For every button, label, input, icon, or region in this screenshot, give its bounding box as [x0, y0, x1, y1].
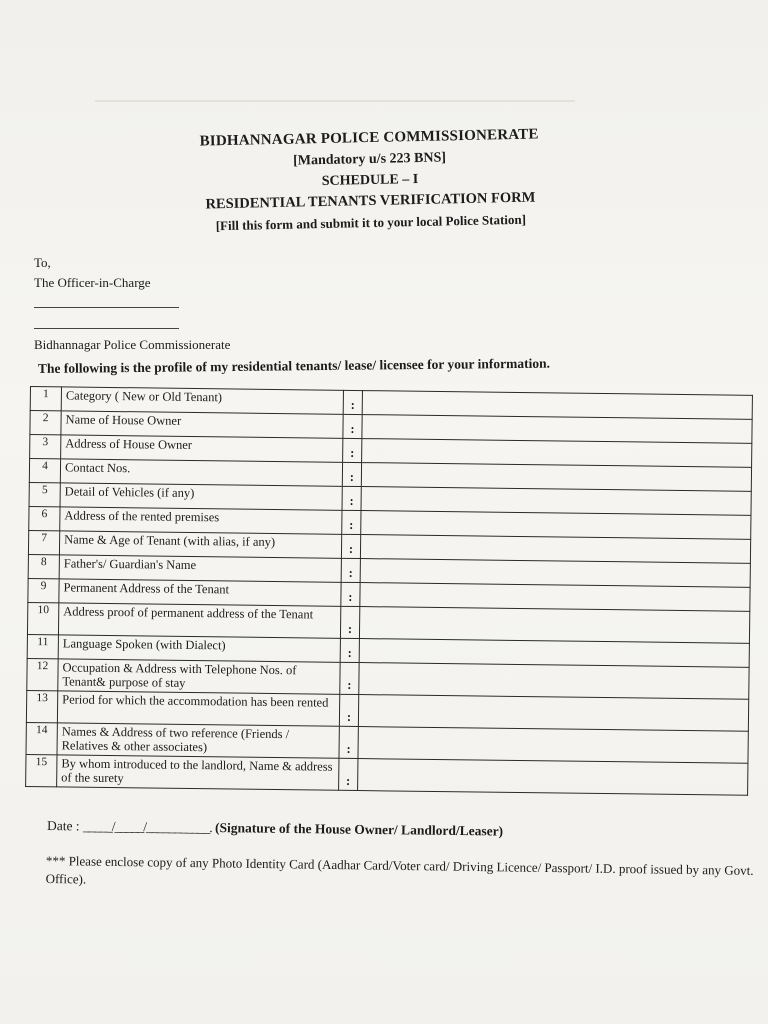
row-colon: : — [340, 662, 359, 694]
row-label: Category ( New or Old Tenant) — [61, 387, 343, 414]
row-value-field[interactable] — [358, 727, 748, 764]
row-number: 3 — [30, 435, 61, 459]
row-number: 7 — [28, 530, 59, 554]
date-field[interactable]: _____/_____/___________. — [82, 818, 212, 836]
row-colon: : — [339, 726, 358, 758]
date-label: Date : — [46, 818, 80, 834]
row-colon: : — [340, 638, 359, 662]
date-signature-line — [47, 818, 503, 840]
row-colon: : — [341, 582, 360, 606]
row-label: Occupation & Address with Telephone Nos. of Tenant& purpose of stay — [58, 659, 340, 694]
row-number: 14 — [26, 722, 57, 754]
row-colon: : — [342, 510, 361, 534]
row-label: Address proof of permanent address of the Tenant — [58, 603, 340, 638]
row-number: 6 — [29, 506, 60, 530]
row-colon: : — [343, 390, 362, 414]
row-number: 8 — [28, 554, 59, 578]
header-form-title: RESIDENTIAL TENANTS VERIFICATION FORM — [205, 189, 536, 213]
row-number: 4 — [29, 459, 60, 483]
row-label: Name of House Owner — [61, 411, 343, 438]
row-colon: : — [343, 438, 362, 462]
row-colon: : — [341, 558, 360, 582]
row-number: 1 — [30, 387, 61, 411]
row-label: Language Spoken (with Dialect) — [58, 635, 340, 662]
row-colon: : — [339, 694, 358, 726]
row-number: 15 — [26, 754, 57, 786]
row-number: 13 — [26, 690, 57, 722]
row-label: Address of House Owner — [61, 435, 343, 462]
addressee-block — [34, 253, 230, 355]
row-colon: : — [343, 414, 362, 438]
addressee-blank-line-1[interactable] — [34, 293, 179, 308]
row-label: Name & Age of Tenant (with alias, if any) — [59, 531, 341, 558]
addressee-officer: The Officer-in-Charge — [34, 275, 151, 290]
row-colon: : — [342, 486, 361, 510]
enclosure-note: *** Please enclose copy of any Photo Identity Card (Aadhar Card/Voter card/ Driving Licence/ Passport/ I.D. proof issued by any Govt. Office). — [45, 852, 754, 887]
row-colon: : — [342, 462, 361, 486]
row-value-field[interactable] — [359, 663, 749, 700]
row-label: Names & Address of two reference (Friends / Relatives & other associates) — [57, 723, 339, 758]
tenant-profile-table — [25, 386, 753, 796]
row-number: 2 — [30, 411, 61, 435]
row-label: Father's/ Guardian's Name — [59, 555, 341, 582]
row-number: 12 — [27, 658, 58, 690]
header-instruction: [Fill this form and submit it to your local Police Station] — [215, 211, 527, 234]
row-label: Detail of Vehicles (if any) — [60, 483, 342, 510]
intro-text: The following is the profile of my residential tenants/ lease/ licensee for your information. — [37, 355, 551, 376]
scan-artifact-line — [95, 100, 575, 102]
row-value-field[interactable] — [358, 759, 748, 796]
form-header — [149, 123, 591, 237]
row-colon: : — [339, 758, 358, 790]
header-schedule: SCHEDULE – I — [321, 171, 419, 190]
row-number: 5 — [29, 482, 60, 506]
addressee-blank-line-2[interactable] — [34, 314, 179, 329]
row-number: 11 — [27, 634, 58, 658]
row-value-field[interactable] — [359, 607, 749, 644]
row-label: Permanent Address of the Tenant — [59, 579, 341, 606]
header-mandatory: [Mandatory u/s 223 BNS] — [292, 150, 447, 169]
row-colon: : — [340, 606, 359, 638]
header-commissionerate: BIDHANNAGAR POLICE COMMISSIONERATE — [199, 126, 539, 150]
row-number: 9 — [28, 578, 59, 602]
row-colon: : — [341, 534, 360, 558]
row-value-field[interactable] — [358, 695, 748, 732]
row-label: Period for which the accommodation has been rented — [57, 691, 339, 726]
addressee-org: Bidhannagar Police Commissionerate — [34, 337, 231, 352]
row-label: Address of the rented premises — [60, 507, 342, 534]
signature-label: (Signature of the House Owner/ Landlord/Leaser) — [214, 820, 504, 839]
row-label: Contact Nos. — [60, 459, 342, 486]
row-label: By whom introduced to the landlord, Name & address of the surety — [57, 755, 339, 790]
addressee-to: To, — [34, 255, 51, 270]
row-number: 10 — [27, 602, 58, 634]
